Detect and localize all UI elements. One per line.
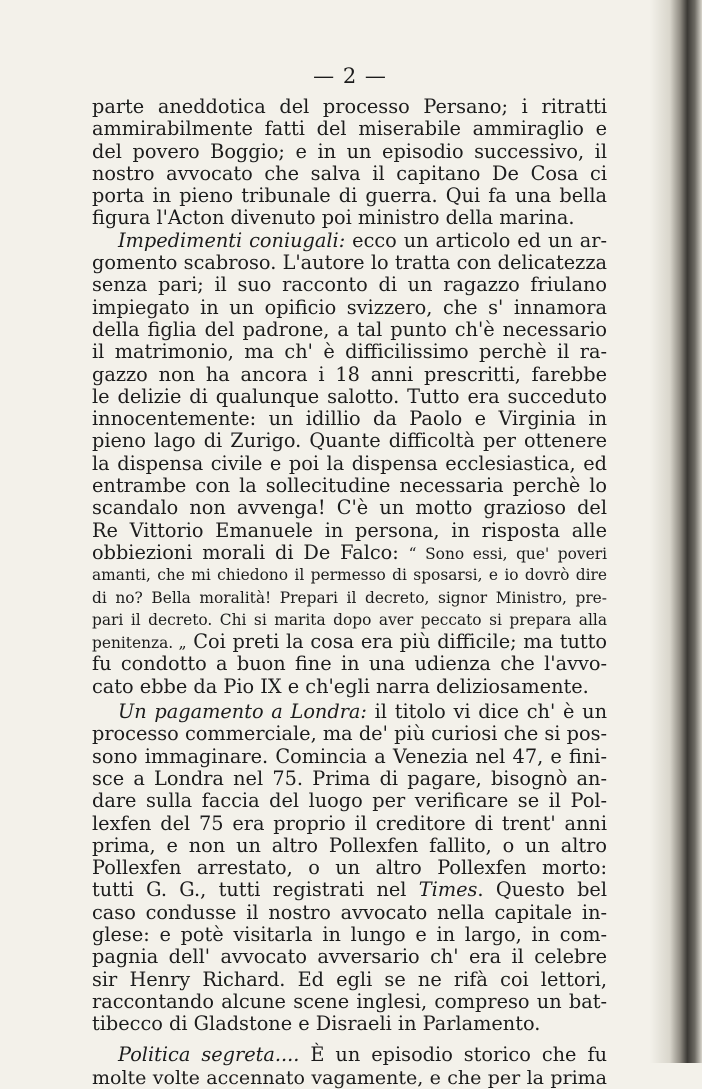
text-line: fu condotto a buon fine in una udienza che l'avvo- bbox=[92, 652, 607, 676]
text-line: caso condusse il nostro avvocato nella capitale in- bbox=[92, 900, 607, 924]
page-edge-shadow bbox=[650, 0, 702, 1063]
text-line: pieno lago di Zurigo. Quante difficoltà per ottenere bbox=[92, 429, 607, 453]
text-line: glese: e potè visitarla in lungo e in largo, in com- bbox=[92, 922, 607, 946]
text-line: della figlia del padrone, a tal punto ch'è necessario bbox=[92, 317, 607, 341]
section-heading: Un pagamento a Londra: bbox=[118, 700, 367, 724]
text-line: porta in pieno tribunale di guerra. Qui fa una bella bbox=[92, 184, 607, 208]
text-line: gazzo non ha ancora i 18 anni prescritti, farebbe bbox=[92, 362, 607, 386]
section-politica-segreta: Politica segreta.... È un episodio storico che fu bbox=[118, 1043, 607, 1067]
text-line: innocentemente: un idillio da Paolo e Virginia in bbox=[92, 407, 607, 431]
quote-line: di no? Bella moralità! Prepari il decreto, signor Ministro, pre- bbox=[92, 588, 607, 607]
text-line: penitenza. „ Coi preti la cosa era più difficile; ma tutto bbox=[92, 630, 608, 654]
text-line: raccontando alcune scene inglesi, compreso un bat- bbox=[92, 989, 607, 1013]
text-line: lexfen del 75 era proprio il creditore di trent' anni bbox=[92, 811, 607, 835]
text-line: dare sulla faccia del luogo per verificare se il Pol- bbox=[92, 789, 607, 813]
section-un-pagamento-a-londra: Un pagamento a Londra: il titolo vi dice ch' è un bbox=[118, 700, 607, 724]
text-line: il matrimonio, ma ch' è difficilissimo perchè il ra- bbox=[92, 340, 607, 364]
text-line: scandalo non avvenga! C'è un motto grazioso del bbox=[92, 496, 607, 520]
text-line: molte volte accennato vagamente, e che per la prima bbox=[92, 1066, 607, 1089]
text-line: pagnia dell' avvocato avversario ch' era il celebre bbox=[92, 945, 607, 969]
text-line: le delizie di qualunque salotto. Tutto era succeduto bbox=[92, 384, 607, 408]
text-line: entrambe con la sollecitudine necessaria perchè lo bbox=[92, 474, 607, 498]
text-line: parte aneddotica del processo Persano; i ritratti bbox=[92, 95, 607, 118]
text-line: prima, e non un altro Pollexfen fallito, o un altro bbox=[92, 833, 607, 857]
text-line: Re Vittorio Emanuele in persona, in risposta alle bbox=[92, 518, 607, 542]
text-line: obbiezioni morali di De Falco: “ Sono essi, que' poveri bbox=[92, 540, 608, 564]
text-line: la dispensa civile e poi la dispensa ecclesiastica, ed bbox=[92, 451, 607, 475]
text-line: processo commerciale, ma de' più curiosi che si pos- bbox=[92, 722, 607, 746]
text-line: senza pari; il suo racconto di un ragazzo friulano bbox=[92, 273, 607, 297]
text-line: cato ebbe da Pio IX e ch'egli narra deliziosamente. bbox=[92, 674, 589, 698]
body-text bbox=[92, 96, 607, 1089]
text-line: ammirabilmente fatti del miserabile ammiraglio e bbox=[92, 117, 607, 141]
text-line: sono immaginare. Comincia a Venezia nel 47, e fini- bbox=[92, 744, 607, 768]
section-heading: Impedimenti coniugali: bbox=[118, 228, 346, 252]
text-line: tutti G. G., tutti registrati nel Times. Questo bel bbox=[92, 878, 607, 902]
quote-text: “ Sono essi, que' poveri bbox=[408, 544, 608, 563]
text-line: sce a Londra nel 75. Prima di pagare, bisognò an- bbox=[92, 766, 607, 790]
text-line: Pollexfen arrestato, o un altro Pollexfen morto: bbox=[92, 856, 607, 880]
text-line: sir Henry Richard. Ed egli se ne rifà coi lettori, bbox=[92, 967, 607, 991]
text-line: gomento scabroso. L'autore lo tratta con delicatezza bbox=[92, 251, 607, 275]
text-line: del povero Boggio; e in un episodio successivo, il bbox=[92, 139, 607, 163]
newspaper-title: Times bbox=[418, 878, 478, 902]
text-line: impiegato in un opificio svizzero, che s' innamora bbox=[92, 295, 607, 319]
section-impedimenti-coniugali: Impedimenti coniugali: ecco un articolo ed un ar- bbox=[118, 228, 607, 252]
text-line: tibecco di Gladstone e Disraeli in Parlamento. bbox=[92, 1012, 541, 1036]
quote-line: pari il decreto. Chi si marita dopo aver peccato si prepara alla bbox=[92, 610, 607, 629]
quote-line: amanti, che mi chiedono il permesso di sposarsi, e io dovrò dire bbox=[92, 566, 607, 585]
page-number: — 2 — bbox=[313, 64, 387, 88]
quote-text: penitenza. „ bbox=[92, 634, 187, 653]
text-line: figura l'Acton divenuto poi ministro della marina. bbox=[92, 206, 575, 230]
text-line: nostro avvocato che salva il capitano De Cosa ci bbox=[92, 161, 607, 185]
section-heading: Politica segreta.... bbox=[118, 1043, 300, 1067]
